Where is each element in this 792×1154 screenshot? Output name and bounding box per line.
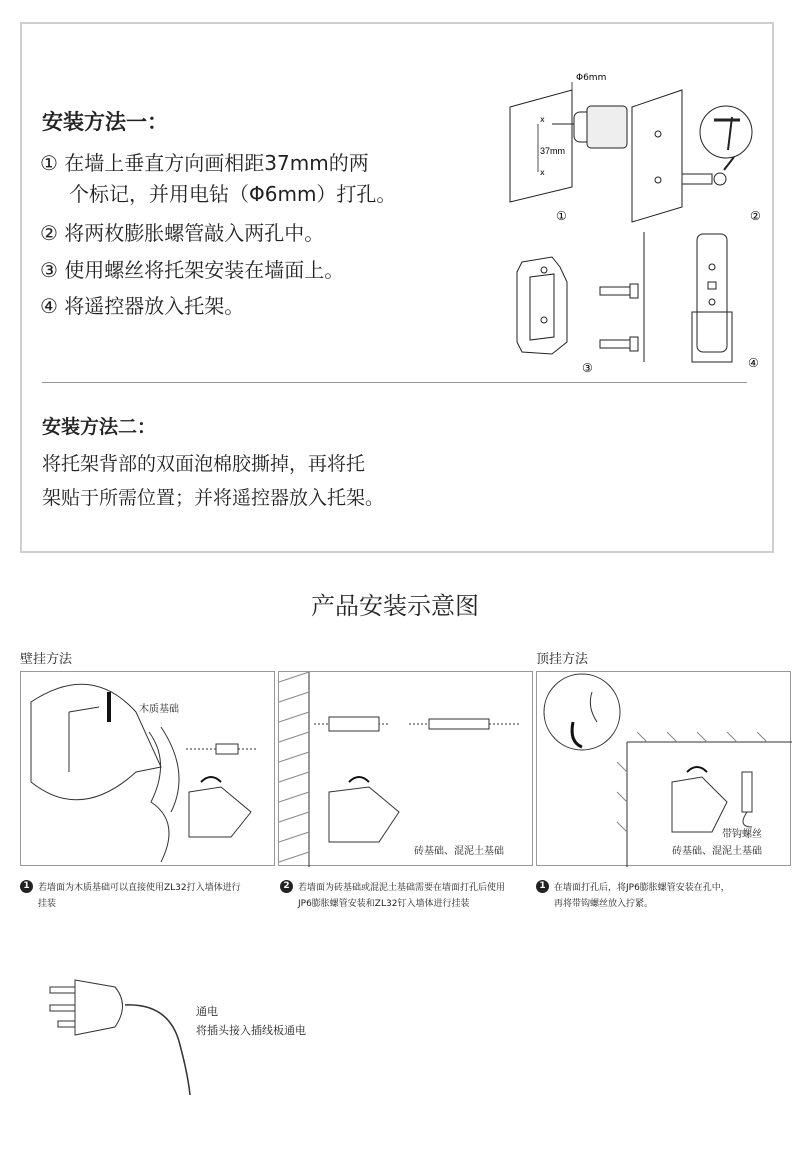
method1-step-4: ④ 将遥控器放入托架。 — [40, 294, 245, 318]
power-title: 通电 — [196, 1005, 218, 1018]
dim-drill-label: Φ6mm — [576, 73, 607, 83]
method1-illustration — [492, 62, 762, 375]
panel-ceiling-base-label: 砖基础、混泥土基础 — [672, 846, 762, 857]
figure-label-3: ③ — [582, 361, 593, 375]
note-2 — [280, 880, 505, 912]
method1-step-1-cont: 个标记，并用电钻（Φ6mm）打孔。 — [69, 182, 397, 206]
method1-title: 安装方法一： — [42, 110, 168, 134]
panel-brick-illustration — [279, 672, 534, 867]
note-3-badge: 1 — [536, 880, 549, 893]
ceiling-mount-title: 顶挂方法 — [536, 652, 589, 667]
note-1-badge: 1 — [20, 880, 33, 893]
method1-step-2: ② 将两枚膨胀螺管敲入两孔中。 — [40, 221, 325, 245]
method1-step-1: ① 在墙上垂直方向画相距37mm的两 — [40, 151, 369, 175]
method2-line-2: 架贴于所需位置；并将遥控器放入托架。 — [42, 487, 385, 509]
installation-methods-box — [20, 22, 774, 553]
note-3-line-1: 在墙面打孔后，将JP6膨胀螺管安装在孔中， — [554, 883, 730, 893]
method2-line-1: 将托架背部的双面泡棉胶撕掉，再将托 — [42, 453, 366, 475]
power-plug-illustration — [40, 975, 200, 1095]
wall-mount-title: 壁挂方法 — [20, 652, 73, 667]
diagram-panel-brick — [278, 671, 533, 866]
note-1 — [20, 880, 241, 912]
method2-title: 安装方法二： — [42, 416, 157, 438]
note-2-badge: 2 — [280, 880, 293, 893]
diagram-title: 产品安装示意图 — [311, 592, 479, 620]
dim-distance-label: 37mm — [540, 146, 566, 156]
diagram-panel-ceiling — [536, 671, 791, 866]
panel-ceiling-hook-label: 带钩螺丝 — [722, 829, 762, 840]
figure-label-1: ① — [556, 209, 567, 223]
figure-label-2: ② — [750, 209, 761, 223]
diagram-panel-wood — [20, 671, 275, 866]
note-2-line-2: JP6膨胀螺管安装和ZL32钉入墙体进行挂装 — [298, 899, 470, 909]
section-divider — [42, 382, 747, 383]
svg-text:x: x — [540, 115, 545, 124]
figure-label-4: ④ — [748, 356, 759, 370]
note-3 — [536, 880, 730, 912]
note-1-line-2: 挂装 — [38, 899, 57, 909]
power-desc: 将插头接入插线板通电 — [196, 1024, 306, 1037]
panel-brick-label: 砖基础、混泥土基础 — [414, 846, 504, 857]
note-1-line-1: 若墙面为木质基础可以直接使用ZL32打入墙体进行 — [38, 883, 241, 893]
note-2-line-1: 若墙面为砖基础或混泥土基础需要在墙面打孔后使用 — [298, 883, 506, 893]
note-3-line-2: 再将带钩螺丝放入拧紧。 — [554, 899, 654, 909]
panel-wood-label: 木质基础 — [139, 704, 179, 715]
svg-text:x: x — [540, 168, 545, 177]
method1-step-3: ③ 使用螺丝将托架安装在墙面上。 — [40, 258, 345, 282]
